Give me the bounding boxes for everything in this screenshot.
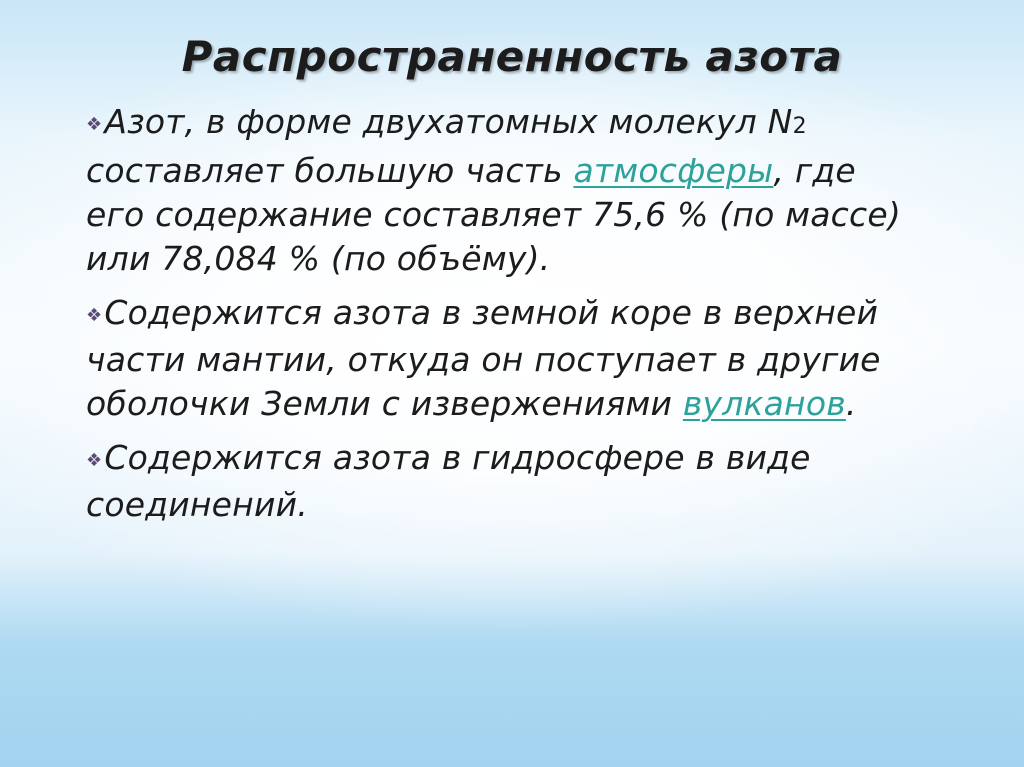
bullet-item-earth-crust (86, 291, 916, 426)
slide-title: Распространенность азота (181, 32, 843, 81)
volcanoes-link[interactable]: вулканов (682, 384, 846, 423)
bullet-text: , где его содержание составляет 75,6 % (по массе) или 78,084 % (по объёму). (86, 151, 901, 278)
bullet-item-hydrosphere (86, 436, 916, 527)
bullet-list (86, 100, 916, 537)
bullet-text: Содержится азота в земной коре в верхней части мантии, откуда он поступает в другие оболочки Земли с извержениями (86, 293, 881, 423)
diamond-bullet-icon: ❖ (86, 114, 103, 135)
bullet-text: Азот, в форме двухатомных молекул (104, 102, 768, 141)
bullet-text: . (845, 384, 857, 423)
nitrogen-formula-subscript: 2 (792, 114, 807, 139)
bullet-item-atmosphere (86, 100, 916, 281)
bullet-text: Содержится азота в гидросфере в виде соединений. (86, 438, 811, 524)
nitrogen-formula: N (767, 102, 793, 141)
diamond-bullet-icon: ❖ (86, 305, 103, 326)
atmosphere-link[interactable]: атмосферы (573, 151, 774, 190)
diamond-bullet-icon: ❖ (86, 450, 103, 471)
bullet-text: составляет большую часть (86, 151, 574, 190)
